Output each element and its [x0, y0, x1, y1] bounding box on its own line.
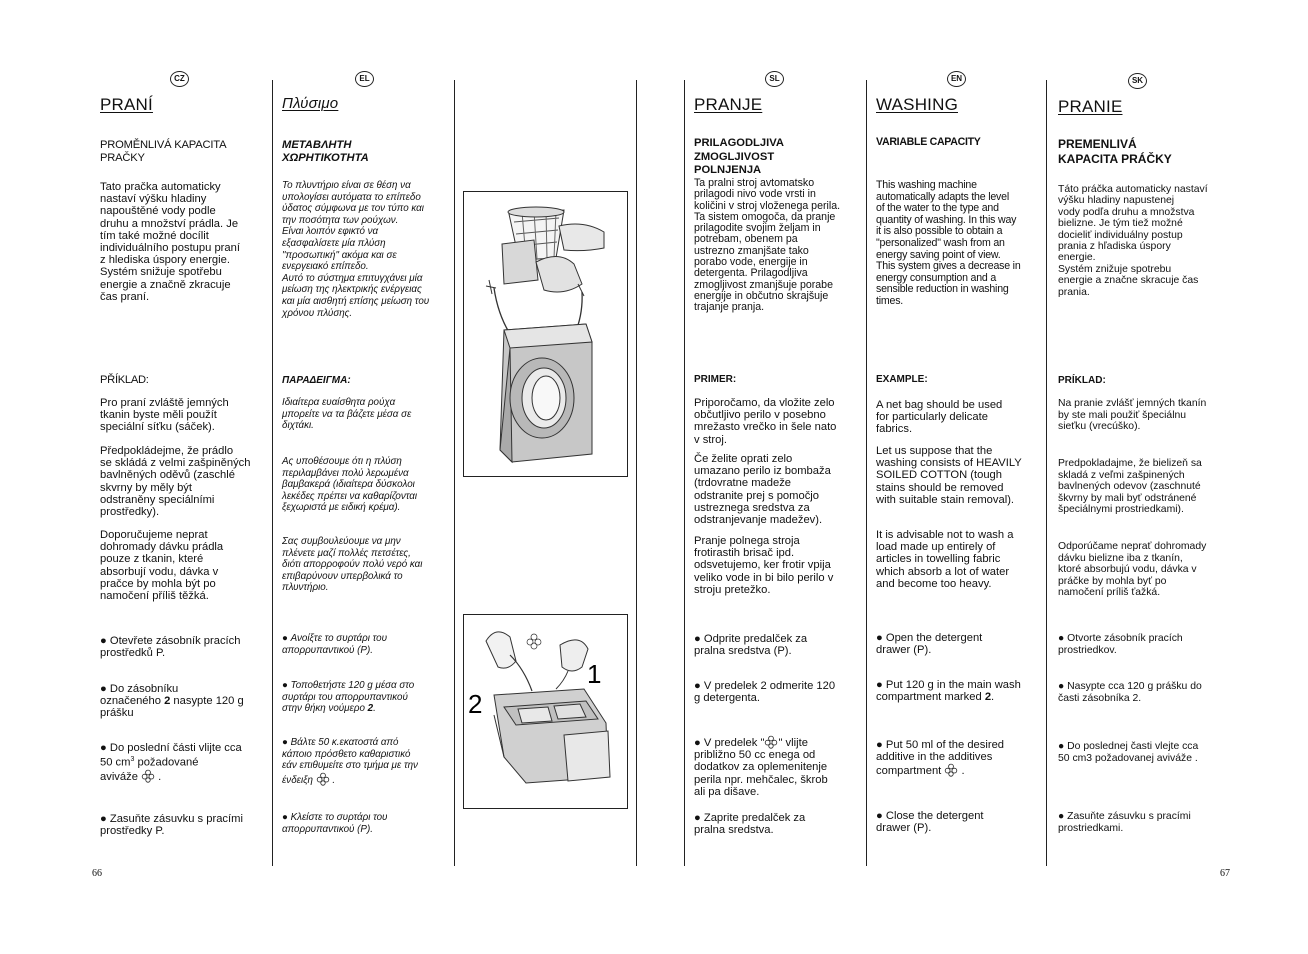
intro-text: Το πλυντήριο είναι σε θέση να υπολογίσει αυτόματα το επίπεδο ύδατος σύμφωνα με τον τύπο και την ποσότητα των ρούχων. Είναι λοιπόν εφικτό να εξασφαλίσετε μία πλύση "προσωπική" ακόμα και σε ενεργειακό επίπεδο. Αυτό το σύστημα επιτυγχάνει μία μείωση της ηλεκτρικής ενέργειας και μία αισθητή επίσης μείωση του χρόνου πλύσης.: [282, 180, 430, 319]
detergent-drawer-figure: [463, 614, 628, 809]
flower-icon: [764, 735, 778, 749]
column-divider: [272, 80, 273, 866]
column-divider: [1046, 80, 1047, 866]
intro-text: This washing machine automatically adapts the level of the water to the type and quantity of washing. In this way it is also possible to obtain a "personalized" wash from an energy saving point of view. This system gives a decrease in energy consumption and a sensible reduction in washing times.: [876, 179, 1021, 307]
page-number-left: 66: [92, 868, 102, 879]
step-2: ● Put 120 g in the main wash compartment marked 2.: [876, 679, 1021, 703]
example-text-2: Předpokládejme, že prádlo se skládá z velmi zašpiněných bavlněných oděvů (zaschlé skvrny by měly být odstraněny speciálními prostředky).: [100, 445, 251, 519]
step-2: ● V predelek 2 odmerite 120 g detergenta.: [694, 680, 835, 704]
intro-text: Ta pralni stroj avtomatsko prilagodi nivo vode vrsti in količini v stroj vloženega perila. Ta sistem omogoča, da pranje prilagodite svojim željam in potrebam, obenem pa ustrezno zmanjšate tako porabo vode, energije in detergenta. Prilagodljiva zmogljivost zmanjšuje porabe energije in občutno skrajšuje trajanje pranja.: [694, 177, 841, 314]
laundry-loading-illustration: [464, 192, 627, 476]
example-heading: PŘÍKLAD:: [100, 374, 149, 386]
intro-text: Táto práčka automaticky nastaví výšku hladiny napustenej vody podľa druhu a množstva bielizne. Je tým tiež možné docieliť individuálny postup prania z hľadiska úspory energie. Systém znižuje spotrebu energie a značne skracuje čas prania.: [1058, 184, 1208, 298]
example-text-3: Doporučujeme neprat dohromady dávku prádla pouze z tkanin, které absorbují vodu, dávka v pračce by mohla být po namočení příliš těžká.: [100, 529, 224, 603]
section-title: PRANIE: [1058, 97, 1123, 116]
step-3: ● Βάλτε 50 κ.εκατοστά από κάποιο πρόσθετο καθαριστικό εάν επιθυμείτε στο τμήμα με την ένδειξη .: [282, 737, 418, 786]
section-title: WASHING: [876, 95, 958, 114]
example-text-3: It is advisable not to wash a load made up entirely of articles in towelling fabric which absorb a lot of water and become too heavy.: [876, 529, 1014, 590]
flower-icon: [316, 772, 330, 786]
column-divider: [866, 80, 867, 866]
step-2: ● Nasypte cca 120 g prášku do časti zásobníka 2.: [1058, 681, 1202, 704]
section-title: Πλύσιμο: [282, 95, 339, 112]
section-subtitle: VARIABLE CAPACITY: [876, 136, 981, 148]
flower-icon: [141, 769, 155, 783]
language-badge-el: EL: [355, 71, 374, 87]
section-subtitle: PREMENLIVÁ KAPACITA PRÁČKY: [1058, 137, 1172, 166]
machine-laundry-figure: [463, 191, 628, 477]
example-heading: PRIMER:: [694, 374, 737, 385]
language-badge-sl: SL: [765, 71, 784, 87]
language-badge-en: EN: [947, 71, 966, 87]
example-text-2: Predpokladajme, že bielizeň sa skladá z veľmi zašpinených bavlnených odevov (zaschnuté škvrny by mali byť odstránené špeciálnymi prostriedkami).: [1058, 458, 1202, 516]
example-text-1: Na pranie zvlášť jemných tkanín by ste mali použiť špeciálnu sieťku (vrecúško).: [1058, 398, 1207, 433]
example-text-3: Σας συμβουλεύουμε να μην πλένετε μαζί πολλές πετσέτες, διότι απορροφούν πολύ νερό και επιβαρύνουν υπερβολικά το πλυντήριο.: [282, 536, 423, 594]
example-text-2: Če želite oprati zelo umazano perilo iz bombaža (trdovratne madeže odstranite prej s pomočjo ustreznega sredstva za odstranjevanje madežev).: [694, 453, 831, 527]
detergent-drawer-illustration: [464, 615, 627, 808]
section-subtitle: ΜΕΤΑΒΛΗΤΗ ΧΩΡΗΤΙΚΟΤΗΤΑ: [282, 139, 369, 164]
step-2: ● Τοποθετήστε 120 g μέσα στο συρτάρι του απορρυπαντικού στην θήκη νούμερο 2.: [282, 680, 414, 715]
example-heading: ΠΑΡΑΔΕΙΓΜΑ:: [282, 375, 351, 386]
section-subtitle: PRILAGODLJIVA ZMOGLJIVOST POLNJENJA: [694, 137, 784, 176]
step-4: ● Zasuňte zásuvku s pracími prostředky P.: [100, 813, 243, 837]
language-badge-cz: CZ: [170, 71, 189, 87]
step-4: ● Close the detergent drawer (P).: [876, 810, 984, 834]
section-subtitle: PROMĚNLIVÁ KAPACITA PRAČKY: [100, 139, 227, 164]
step-4: ● Κλείστε το συρτάρι του απορρυπαντικού (Ρ).: [282, 812, 387, 835]
example-text-1: Priporočamo, da vložite zelo občutljivo perilo v posebno mrežasto vrečko in šele nato v stroj.: [694, 397, 837, 446]
figure-label-2: 2: [468, 689, 483, 719]
column-divider: [454, 80, 455, 866]
language-badge-sk: SK: [1128, 73, 1147, 89]
example-heading: PRÍKLAD:: [1058, 375, 1106, 386]
example-text-2: Ας υποθέσουμε ότι η πλύση περιλαμβάνει πολύ λερωμένα βαμβακερά (ιδιαίτερα δύσκολοι λεκέδες πρέπει να καθαρίζονται ξεχωριστά με ειδική κρέμα).: [282, 456, 418, 514]
step-3: ● V predelek " " vlijte približno 50 cc enega od dodatkov za oplemenitenje perila npr. mehčalec, škrob ali pa dišave.: [694, 735, 828, 798]
example-heading: EXAMPLE:: [876, 374, 928, 385]
step-2: ● Do zásobníku označeného 2 nasypte 120 g prášku: [100, 683, 244, 720]
step-1: ● Open the detergent drawer (P).: [876, 632, 982, 656]
column-divider: [684, 80, 685, 866]
example-text-2: Let us suppose that the washing consists of HEAVILY SOILED COTTON (tough stains should be removed with suitable stain removal).: [876, 445, 1022, 506]
example-text-3: Odporúčame neprať dohromady dávku bielizne iba z tkanín, ktoré absorbujú vodu, dávka v práčke by mohla byť po namočení príliš ťažká.: [1058, 541, 1207, 599]
example-text-1: Ιδιαίτερα ευαίσθητα ρούχα μπορείτε να τα βάζετε μέσα σε διχτάκι.: [282, 397, 412, 432]
step-3: ● Do poslednej časti vlejte cca 50 cm3 požadovanej aviváže .: [1058, 741, 1198, 764]
step-3: ● Put 50 ml of the desired additive in the additives compartment .: [876, 739, 1004, 778]
section-title: PRANÍ: [100, 95, 153, 114]
step-1: ● Otvorte zásobník pracích prostriedkov.: [1058, 633, 1183, 656]
column-divider: [636, 80, 637, 866]
figure-label-1: 1: [587, 659, 602, 689]
example-text-3: Pranje polnega stroja frotirastih brisač ipd. odsvetujemo, ker frotir vpija veliko vode in bi bilo perilo v stroju pretežko.: [694, 535, 834, 596]
flower-icon: [944, 763, 958, 777]
section-title: PRANJE: [694, 95, 763, 114]
example-text-1: Pro praní zvláště jemných tkanin byste měli použít speciální síťku (sáček).: [100, 397, 229, 434]
page-number-right: 67: [1220, 868, 1230, 879]
step-1: ● Odprite predalček za pralna sredstva (P).: [694, 633, 807, 657]
step-1: ● Ανοίξτε το συρτάρι του απορρυπαντικού (Ρ).: [282, 633, 387, 656]
step-1: ● Otevřete zásobník pracích prostředků P.: [100, 635, 240, 659]
step-4: ● Zaprite predalček za pralna sredstva.: [694, 812, 805, 836]
step-3: ● Do poslední části vlijte cca 50 $cm^3$ požadované aviváže .: [100, 742, 242, 783]
intro-text: Tato pračka automaticky nastaví výšku hladiny napouštěné vody podle druhu a množství prádla. Je tím také možné docílit individuálního postupu praní z hlediska úspory energie. Systém snižuje spotřebu energie a značně zkracuje čas praní.: [100, 181, 240, 303]
step-4: ● Zasuňte zásuvku s pracími prostriedkami.: [1058, 811, 1191, 834]
example-text-1: A net bag should be used for particularly delicate fabrics.: [876, 399, 1003, 436]
